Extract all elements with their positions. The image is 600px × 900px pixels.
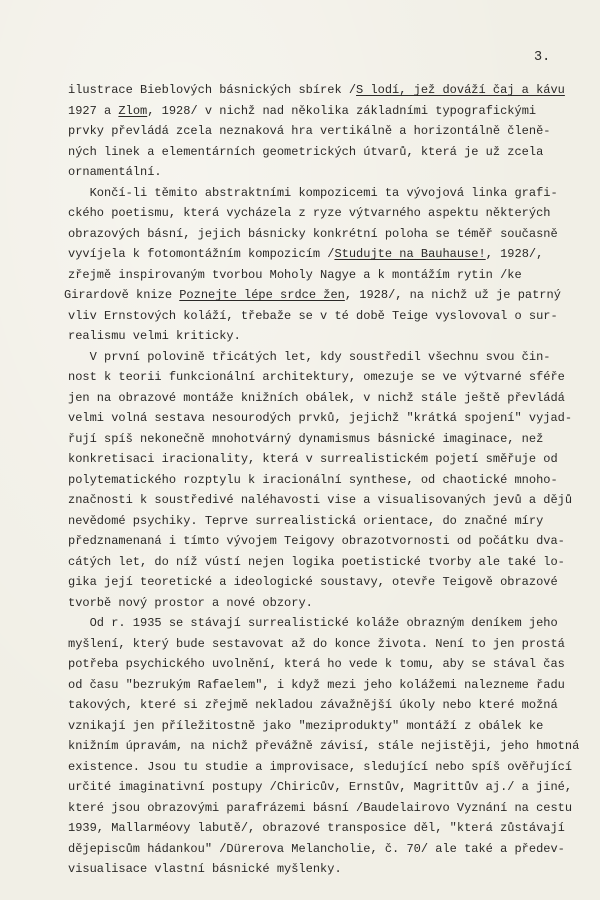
text-run: takových, které si zřejmě nekladou závažnější úkoly nebo které možná [68,698,558,712]
text-line [68,121,550,141]
text-run: od času "bezrukým Rafaelem", i když mezi jeho kolážemi nalezneme řadu [68,677,565,692]
text-run: vznikají jen příležitostně jako "meziprodukty" montáží z obálek ke [68,718,544,733]
text-line [68,224,558,244]
text-line [68,839,565,859]
text-run: obrazových básní, jejich básnicky konkrétní poloha se téměř současně [68,226,558,241]
text-run: realismu velmi kriticky. [68,329,241,343]
text-run: , 1928/, na nichž už je patrný [344,288,561,302]
text-run: ilustrace Bieblových básnických sbírek / [68,83,357,97]
text-run: vyvíjela k fotomontážním kompozicím / [68,247,335,261]
text-line [68,142,543,162]
text-run: Končí-li těmito abstraktními kompozicemi ta vývojová linka grafi- [68,185,558,200]
text-line [68,736,579,756]
text-line [68,777,572,797]
text-run: visualisace vlastní básnické myšlenky. [68,862,342,876]
text-run: značnosti k soustředivé naléhavosti vise a visualisovaných jevů a dějů [68,493,573,507]
text-line [68,613,558,633]
text-run: ornamentální. [68,165,162,179]
underlined-title: Studujte na Bauhause! [334,247,486,261]
text-run: knižním úpravám, na nichž převážně závisí, stále nejistěji, jeho hmotná [68,739,580,753]
text-run: ných linek a elementárních geometrických útvarů, která je už zcela [68,144,544,159]
text-line [68,716,543,736]
text-line [68,429,543,449]
text-run: nevědomé psychiky. Teprve surrealistická orientace, do značné míry [68,513,544,528]
text-run: , 1928/ v nichž nad několika základními typografickými [147,103,537,118]
text-run: vliv Ernstových koláží, třebaže se v té době Teige vyslovoval o sur- [68,308,558,323]
text-run: nost k teorii funkcionální architektury, omezuje se ve výtvarné sféře [68,370,565,384]
text-line [68,203,550,223]
text-run: V první polovině třicátých let, kdy soustředil všechnu svou čin- [68,349,551,364]
text-run: existence. Jsou tu studie a improvisace, sledující nebo spíš ověřující [68,759,573,774]
text-run: prvky převládá zcela neznaková hra vertikálně a horizontálně členě- [68,124,551,138]
text-line [68,265,522,285]
text-run: Girardově knize [64,288,180,302]
text-run: předznamenaná i tímto vývojem Teigovy obrazotvornosti od počátku dva- [68,534,565,548]
text-run: , 1928/, [485,247,544,261]
text-run: velmi volná sestava nesourodých prvků, jejichž "krátká spojení" vyjad- [68,411,573,425]
text-run: konkretisaci iracionality, která v surrealistickém pojetí směřuje od [68,452,558,466]
text-run: ckého poetismu, která vycházela z ryze výtvarného aspektu některých [68,206,551,220]
text-line [68,531,565,551]
text-run: myšlení, který bude sestavovat až do konce života. Není to jen prostá [68,636,565,651]
text-line [68,634,565,654]
text-line [68,818,565,838]
text-line [68,511,543,531]
text-run: Od r. 1935 se stávají surrealistické koláže obrazným deníkem jeho [68,616,558,630]
underlined-title: Poznejte lépe srdce žen [179,288,345,302]
text-line [68,244,543,264]
text-line [68,408,572,428]
text-line [68,326,241,346]
page-number: 3. [534,50,551,65]
underlined-title: S lodí, jež dováží čaj a kávu [356,83,565,97]
text-line [68,470,558,490]
text-line [64,285,561,305]
text-run: gika její teoretické a ideologické soustavy, otevře Teigově obrazové [68,575,558,589]
underlined-title: Zlom [118,103,148,118]
text-line [68,162,162,182]
text-line [68,306,558,326]
text-line [68,388,565,408]
text-line [68,695,558,715]
text-run: které jsou obrazovými parafrázemi básní /Baudelairovo Vyznání na cestu [68,800,573,815]
text-run: 1927 a [68,103,119,118]
text-line [68,859,342,879]
text-line [68,490,572,510]
text-run: dějepiscům hádankou" /Dürerova Melancholie, č. 70/ ale také a předev- [68,841,565,856]
text-run: polytematického rozptylu k iracionální synthese, od chaotické mnoho- [68,472,558,487]
text-line [68,757,572,777]
text-run: zřejmě inspirovaným tvorbou Moholy Nagye a k montážím rytin /ke [68,267,522,282]
text-line [68,80,565,100]
text-line [68,347,550,367]
text-run: řují spíš nekonečně mnohotvárný dynamismus básnické imaginace, než [68,431,544,446]
text-line [68,593,313,613]
text-line [68,572,558,592]
text-run: potřeba psychického uvolnění, která ho vede k tomu, aby se stával čas [68,657,565,671]
text-run: jen na obrazové montáže knižních obálek, v nichž stále ještě převládá [68,390,565,405]
text-line [68,367,565,387]
text-line [68,798,572,818]
text-line [68,552,565,572]
text-run: určité imaginativní postupy /Chiricův, Ernstův, Magrittův aj./ a jiné, [68,780,573,794]
text-line [68,183,558,203]
text-run: cátých let, do níž vústí nejen logika poetistické tvorby ale také lo- [68,554,565,569]
text-line [68,101,536,121]
text-line [68,654,565,674]
text-line [68,675,565,695]
text-run: 1939, Mallarméovy labutě/, obrazové transposice děl, "která zůstávají [68,821,565,835]
text-run: tvorbě nový prostor a nové obzory. [68,595,313,610]
text-line [68,449,558,469]
